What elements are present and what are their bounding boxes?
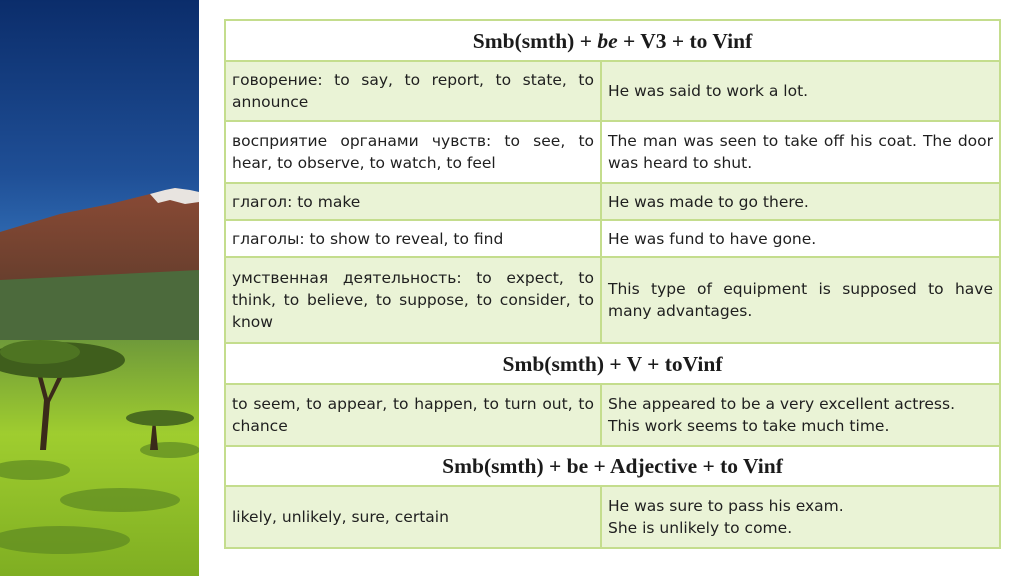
table-row <box>225 61 1000 121</box>
section-header-row <box>225 20 1000 61</box>
table-row <box>225 220 1000 257</box>
example-cell: This type of equipment is supposed to have many advantages. <box>601 257 1000 343</box>
example-line: He was sure to pass his exam. <box>608 497 844 515</box>
example-cell <box>601 384 1000 446</box>
verb-group-cell: говорение: to say, to report, to state, to announce <box>225 61 601 121</box>
verb-group-cell: глаголы: to show to reveal, to find <box>225 220 601 257</box>
example-cell: He was made to go there. <box>601 183 1000 220</box>
verb-group-cell: восприятие органами чувств: to see, to hear, to observe, to watch, to feel <box>225 121 601 183</box>
example-line: She appeared to be a very excellent actress. <box>608 395 956 413</box>
section-header: Smb(smth) + V + toVinf <box>225 343 1000 384</box>
table-row <box>225 384 1000 446</box>
verb-group-cell: likely, unlikely, sure, certain <box>225 486 601 548</box>
landscape-photo <box>0 0 199 576</box>
example-cell: The man was seen to take off his coat. The door was heard to shut. <box>601 121 1000 183</box>
verb-group-cell: to seem, to appear, to happen, to turn out, to chance <box>225 384 601 446</box>
section-header-row <box>225 343 1000 384</box>
table-row <box>225 183 1000 220</box>
table-row <box>225 257 1000 343</box>
example-line: She is unlikely to come. <box>608 519 793 537</box>
example-cell: He was fund to have gone. <box>601 220 1000 257</box>
verb-group-cell: умственная деятельность: to expect, to think, to believe, to suppose, to consider, to know <box>225 257 601 343</box>
section-header: Smb(smth) + be + V3 + to Vinf <box>225 20 1000 61</box>
example-cell <box>601 486 1000 548</box>
table-row <box>225 486 1000 548</box>
table-row <box>225 121 1000 183</box>
section-header: Smb(smth) + be + Adjective + to Vinf <box>225 446 1000 486</box>
example-line: This work seems to take much time. <box>608 417 890 435</box>
verb-group-cell: глагол: to make <box>225 183 601 220</box>
example-cell: He was said to work a lot. <box>601 61 1000 121</box>
section-header-row <box>225 446 1000 486</box>
grammar-table <box>224 19 1001 549</box>
